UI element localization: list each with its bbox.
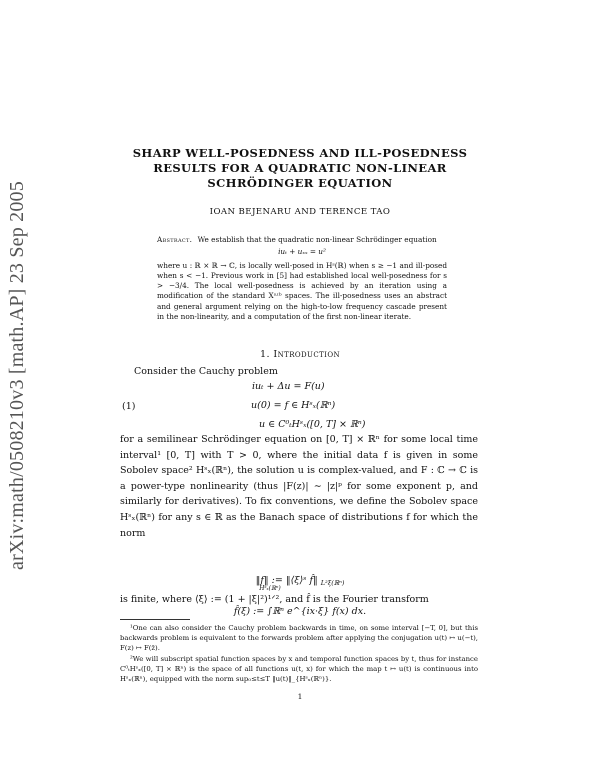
paper-title (120, 146, 480, 191)
abstract-intro: We establish that the quadratic non-linear Schrödinger equation (197, 235, 437, 244)
title-line: RESULTS FOR A QUADRATIC NON-LINEAR (153, 161, 447, 175)
title-line: SCHRÖDINGER EQUATION (207, 176, 393, 190)
section-heading (120, 349, 480, 360)
title-line: SHARP WELL-POSEDNESS AND ILL-POSEDNESS (132, 146, 468, 160)
norm-subscript-right: L²ξ(ℝⁿ) (320, 579, 345, 587)
paragraph-1-block (120, 432, 478, 541)
abstract (157, 235, 447, 322)
authors: IOAN BEJENARU AND TERENCE TAO (209, 207, 391, 217)
intro-line: Consider the Cauchy problem (134, 366, 278, 377)
cauchy-system (120, 381, 480, 433)
system-line-1: iuₜ + Δu = F(u) (252, 381, 325, 392)
arxiv-stamp (6, 160, 28, 570)
footnote-1: ¹One can also consider the Cauchy problem backwards in time, on some interval [−T, 0], but this backwards problem is equivalent to the forwards problem after applying the conjugation u(t) ↦ u(−t), F(z) ↦ F(z̄). (120, 624, 478, 653)
footnote-rule (120, 619, 190, 620)
abstract-equation: iuₜ + uₓₓ = u² (278, 247, 326, 257)
norm-equation (120, 575, 480, 592)
paragraph-1: for a semilinear Schrödinger equation on [0, T] × ℝⁿ for some local time interval¹ [0, T] with T > 0, where the initial data f is given in some Sobolev space² Hˢₓ(ℝⁿ), the solution u is complex-valued, and F : ℂ → ℂ is a power-type nonlinearity (thus |F(z)| ∼ |z|ᵖ for some exponent p, and similarly for derivatives). To fix conventions, we define the Sobolev space Hˢₓ(ℝⁿ) for any s ∈ ℝ as the Banach space of distributions f for which the norm (120, 434, 478, 539)
system-line-3: u ∈ C⁰ₜHˢₓ([0, T] × ℝⁿ) (259, 419, 366, 430)
footnotes (120, 623, 478, 684)
section-title: Introduction (273, 349, 340, 360)
system-line-2: u(0) = f ∈ Hˢₓ(ℝⁿ) (251, 400, 336, 411)
footnote-2: ²We will subscript spatial function spaces by x and temporal function spaces by t, thus for instance C⁰ₜHˢₓ([0, T] × ℝⁿ) is the space of all functions u(t, x) for which the map t ↦ u(t) is continuous into Hˢₓ(ℝⁿ), equipped with the norm sup₀≤t≤T ‖u(t)‖_{Hˢₓ(ℝⁿ)}. (120, 654, 478, 684)
norm-subscript-left: Hˢₓ(ℝⁿ) (259, 585, 281, 592)
page-number: 1 (297, 692, 303, 701)
intro-line-block (120, 364, 478, 380)
norm-equation-text: ‖f‖ := ‖⟨ξ⟩ˢ f̂‖ (255, 575, 318, 586)
abstract-lead: Abstract. (157, 235, 193, 244)
abstract-body: where u : ℝ × ℝ → ℂ, is locally well-posed in Hˢ(ℝ) when s ≥ −1 and ill-posed when s < −1. Previous work in [5] had established local well-posedness for s > −3/4. The local well-posedness is achieved by an iteration using a modification of the standard Xˢʴᵇ spaces. The ill-posedness uses an abstract and general argument relying on the high-to-low frequency cascade present in the non-linearity, and a computation of the first non-linear iterate. (157, 260, 447, 322)
fourier-equation: f̂(ξ) := ∫ℝⁿ e^{ix·ξ} f(x) dx. (233, 606, 367, 617)
section-number: 1. (260, 349, 270, 360)
arxiv-identifier: arXiv:math/0508210v3 [math.AP] 23 Sep 2005 (6, 181, 28, 570)
equation-label: (1) (122, 401, 136, 412)
paragraph-2: is finite, where ⟨ξ⟩ := (1 + |ξ|²)¹ᐟ², and f̂ is the Fourier transform (120, 594, 429, 605)
